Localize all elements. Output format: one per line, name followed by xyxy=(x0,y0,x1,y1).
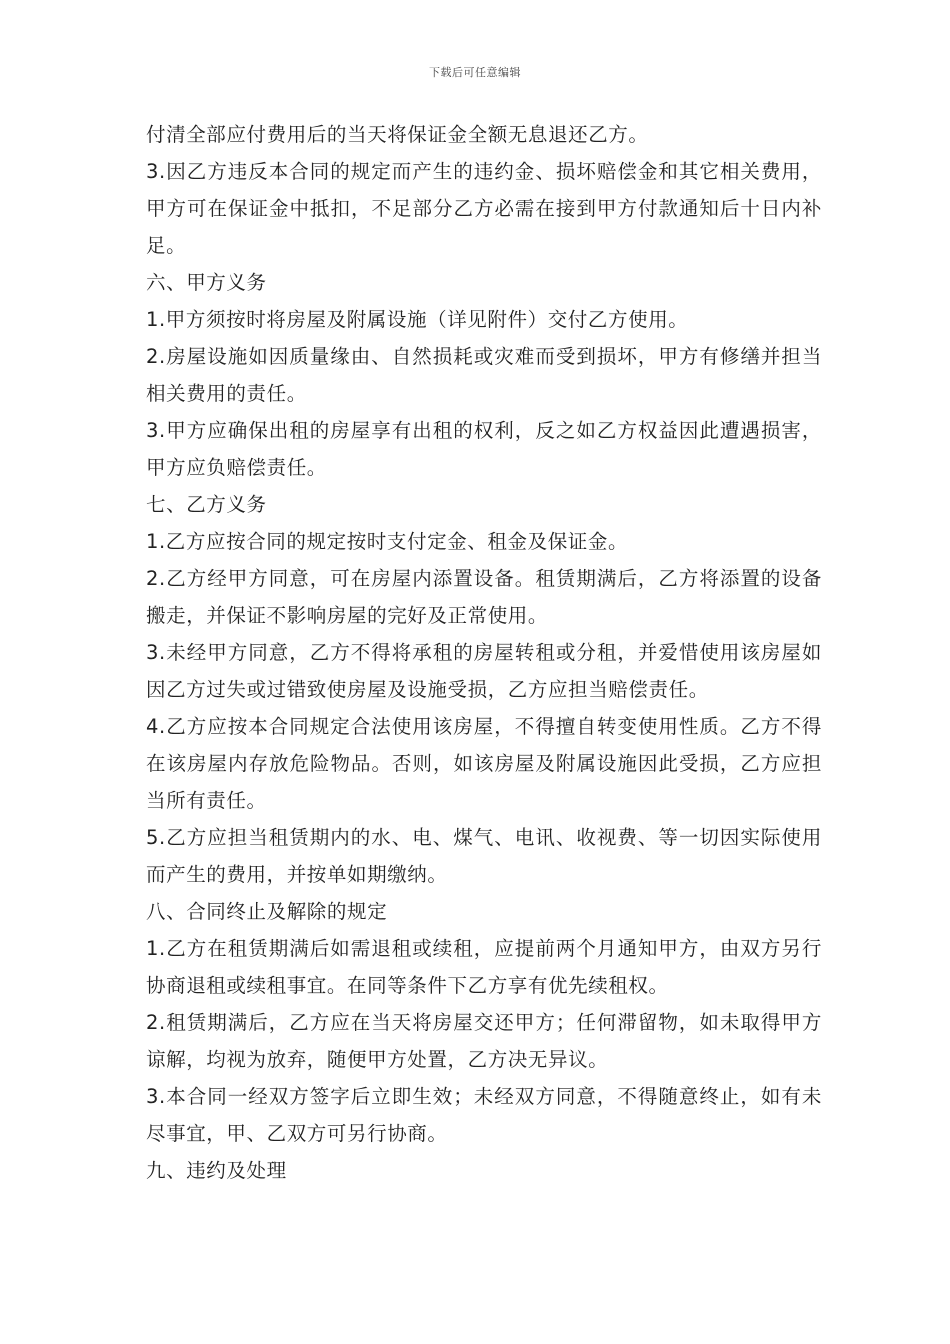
paragraph: 3.甲方应确保出租的房屋享有出租的权利，反之如乙方权益因此遭遇损害，甲方应负赔偿责任。 xyxy=(146,419,822,479)
section-heading: 九、违约及处理 xyxy=(146,1159,287,1182)
paragraph: 3.因乙方违反本合同的规定而产生的违约金、损坏赔偿金和其它相关费用，甲方可在保证金中抵扣，不足部分乙方必需在接到甲方付款通知后十日内补足。 xyxy=(146,160,822,257)
paragraph: 4.乙方应按本合同规定合法使用该房屋，不得擅自转变使用性质。乙方不得在该房屋内存放危险物品。否则，如该房屋及附属设施因此受损，乙方应担当所有责任。 xyxy=(146,715,822,812)
paragraph: 3.本合同一经双方签字后立即生效；未经双方同意，不得随意终止，如有未尽事宜，甲、乙双方可另行协商。 xyxy=(146,1085,822,1145)
paragraph: 2.房屋设施如因质量缘由、自然损耗或灾难而受到损坏，甲方有修缮并担当相关费用的责任。 xyxy=(146,345,822,405)
paragraph: 1.乙方在租赁期满后如需退租或续租，应提前两个月通知甲方，由双方另行协商退租或续租事宜。在同等条件下乙方享有优先续租权。 xyxy=(146,937,822,997)
paragraph: 付清全部应付费用后的当天将保证金全额无息退还乙方。 xyxy=(146,123,649,146)
section-heading: 八、合同终止及解除的规定 xyxy=(146,900,388,923)
paragraph: 5.乙方应担当租赁期内的水、电、煤气、电讯、收视费、等一切因实际使用而产生的费用，并按单如期缴纳。 xyxy=(146,826,822,886)
page-header-note: 下载后可任意编辑 xyxy=(429,66,521,79)
paragraph: 2.租赁期满后，乙方应在当天将房屋交还甲方；任何滞留物，如未取得甲方谅解，均视为放弃，随便甲方处置，乙方决无异议。 xyxy=(146,1011,822,1071)
paragraph: 3.未经甲方同意，乙方不得将承租的房屋转租或分租，并爱惜使用该房屋如因乙方过失或过错致使房屋及设施受损，乙方应担当赔偿责任。 xyxy=(146,641,822,701)
paragraph: 1.甲方须按时将房屋及附属设施（详见附件）交付乙方使用。 xyxy=(146,308,689,331)
document-body xyxy=(146,116,822,1189)
section-heading: 七、乙方义务 xyxy=(146,493,267,516)
section-heading: 六、甲方义务 xyxy=(146,271,267,294)
paragraph: 2.乙方经甲方同意，可在房屋内添置设备。租赁期满后，乙方将添置的设备搬走，并保证不影响房屋的完好及正常使用。 xyxy=(146,567,822,627)
paragraph: 1.乙方应按合同的规定按时支付定金、租金及保证金。 xyxy=(146,530,629,553)
